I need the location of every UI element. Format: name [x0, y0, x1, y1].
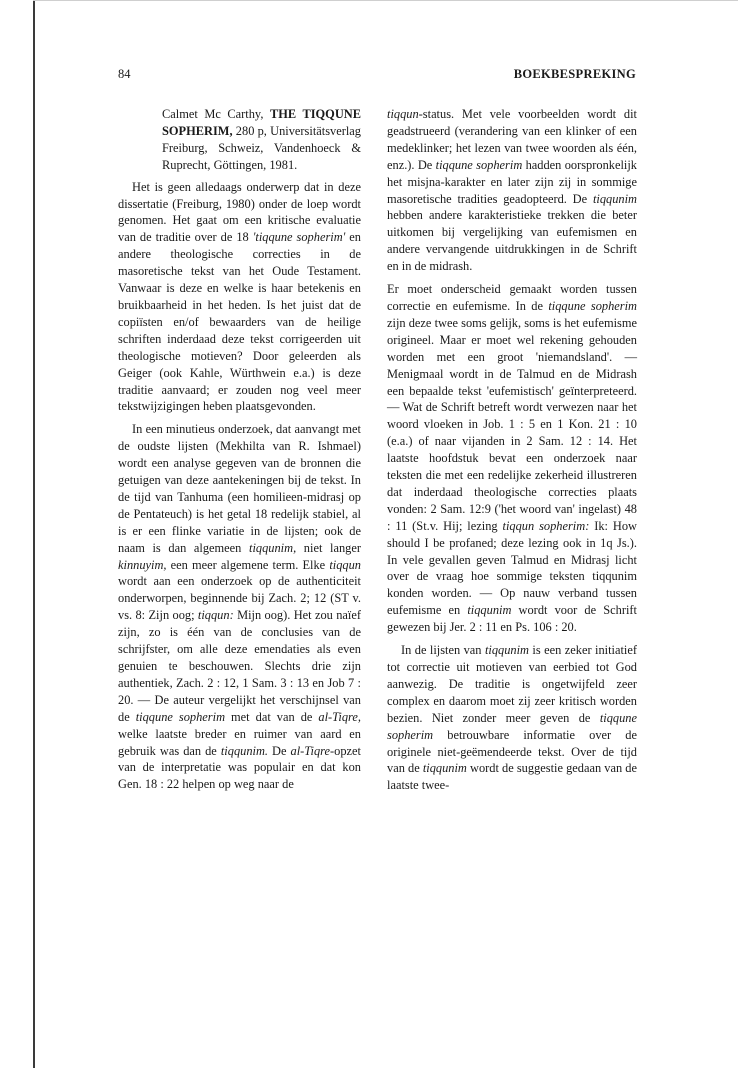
page-number: 84 [118, 67, 131, 81]
italic-run: tiqqune sopherim [548, 298, 637, 313]
text-run: -status. Met vele voorbeelden wordt dit geadstrueerd (verandering van een klinker of een medeklinker; het lezen van twee woorden als één, enz.). De [387, 107, 637, 172]
italic-run: tiqqune sopherim [387, 710, 637, 742]
paragraph-euphemism [387, 281, 637, 636]
italic-run: 'tiqqune sopherim' [252, 230, 346, 245]
text-run: Er moet onderscheid gemaakt worden tussen correctie en eufemisme. In de [387, 282, 637, 313]
italic-run: tiqqunim [422, 761, 467, 776]
paragraph-conclusion [387, 642, 637, 794]
text-run: -opzet van de interpretatie was populair en dat kon Gen. 18 : 22 helpen op weg naar de [118, 743, 361, 792]
text-run: De [268, 743, 291, 758]
page-top-edge [33, 0, 738, 1]
paragraph-tiqqun-status [387, 106, 637, 275]
page-header [118, 67, 636, 85]
page-edge [33, 0, 35, 1068]
italic-run: tiqqune sopherim [435, 157, 523, 172]
italic-run: tiqqun: [197, 608, 234, 623]
text-run: Het is geen alledaags onderwerp dat in deze dissertatie (Freiburg, 1980) onder de loep wordt genomen. Het gaat om een kritische evaluatie van de traditie over de 18 [118, 179, 361, 245]
text-run: Ik: How should I be profaned; deze lezing ook in 1q Js.). In vele gevallen geven Talmud en Midrasj licht over de vraag hoe sommige teksten tiqqunim konden worden. — Op nauw verband tussen eufemisme en [387, 518, 637, 618]
text-run: niet langer [296, 540, 361, 555]
text-run: hadden oorspronkelijk het misjna-karakter en later zijn zij in sommige masoretische tradities geadopteerd. De [387, 157, 637, 206]
right-column [387, 106, 637, 800]
text-run: wordt aan een onderzoek op de authenticiteit onderworpen, beginnende bij Zach. 2; 12 (ST v. vs. 8: Zijn oog; [118, 574, 361, 623]
text-run: een meer algemene term. Elke [166, 557, 330, 572]
citation-title: THE TIQQUNE SOPHERIM, [162, 107, 361, 138]
italic-run: tiqqun [387, 107, 419, 121]
citation-details: 280 p, Universitätsverlag Freiburg, Schweiz, Vandenhoeck & Ruprecht, Göttingen, 1981. [162, 123, 361, 172]
text-run: met dat van de [225, 709, 319, 724]
text-run: betrouwbare informatie over de originele niet-geëmendeerde tekst. Over de tijd van de [387, 727, 637, 776]
text-run: wordt de suggestie gedaan van de laatste twee- [387, 761, 637, 793]
italic-run: kinnuyim, [118, 557, 167, 572]
italic-run: al-Tiqre [290, 743, 331, 758]
paragraph-intro [118, 179, 361, 416]
book-citation [162, 106, 361, 174]
italic-run: tiqqunim. [220, 743, 269, 758]
italic-run: tiqqunim [592, 191, 637, 206]
italic-run: tiqqunim [467, 603, 512, 618]
text-run: Mijn oog). Het zou naïef zijn, zo is één van de conclusies van de schrijfster, om alle deze emendaties als even genuien te beschouwen. Slechts drie zijn authentiek, Zach. 2 : 12, 1 Sam. 3 : 13 en Job 7 : 20. — De auteur vergelijkt het verschijnsel van de [118, 608, 361, 724]
text-run: zijn deze twee soms gelijk, soms is het eufemisme origineel. Maar er moet wel rekening gehouden worden met een groot 'niemandsland'. — Menigmaal wordt in de Talmud en de Midrash een bepaalde tekst 'eufemistisch' geïnterpreteerd. — Wat de Schrift betreft wordt verwezen naar het woord vloeken in Job. 1 : 5 en 1 Kon. 21 : 10 (e.a.) of naar vijanden in 2 Sam. 12 : 14. Het laatste hoofdstuk bevat een onderzoek naar teksten die met een redelijke zekerheid illustreren dat inderdaad theologische correcties plaats vonden: 2 Sam. 12:9 ('het woord van' ingelast) 48 : 11 (St.v. Hij; lezing [387, 315, 637, 533]
text-run: wordt voor de Schrift gewezen bij Jer. 2 : 11 en Ps. 106 : 20. [387, 603, 637, 635]
text-run: is een zeker initiatief tot correctie uit motieven van eerbied tot God aanwezig. De traditie is ongetwijfeld zeer complex en daarom moet zij zeer kritisch worden bezien. Niet zonder meer geven de [387, 643, 637, 725]
left-column [118, 106, 361, 799]
italic-run: al-Tiqre, [318, 709, 361, 724]
citation-author: Calmet Mc Carthy, [162, 107, 264, 121]
text-run: en andere theologische correcties in de masoretische tekst van het Oude Testament. Vanwaar is deze en welke is haar betekenis en bruikbaarheid in het heden. Is het juist dat de copiïsten en/of bewaarders van de heilige schriften inderdaad deze tekst corrigeerden uit theologische motieven? Door geleerden als Geiger (ook Kahle, Würthwein e.a.) is deze traditie aanvaard; er zouden nog veel meer tekstwijzigingen heben plaatsgevonden. [118, 230, 361, 414]
text-run: welke laatste breder en ruimer van aard en gebruik was dan de [118, 726, 361, 758]
italic-run: tiqqun [329, 557, 361, 572]
italic-run: tiqqun sopherim: [502, 518, 590, 533]
paragraph-research [118, 421, 361, 793]
italic-run: tiqqune sopherim [135, 709, 226, 724]
text-run: In een minutieus onderzoek, dat aanvangt met de oudste lijsten (Mekhilta van R. Ishmael) wordt een analyse gegeven van de bronnen die getuigen van deze aantekeningen bij de tekst. In de tijd van Tanhuma (een homilieen-midrasj op de Pentateuch) is het getal 18 redelijk stabiel, al is er een flinke variatie in de lijsten; ook de naam is dan algemeen [118, 422, 361, 555]
text-run: In de lijsten van [401, 643, 485, 658]
italic-run: tiqqunim [484, 643, 529, 658]
italic-run: tiqqunim, [249, 540, 297, 555]
text-run: hebben andere karakteristieke trekken die beter uitkomen bij vergelijking van eufemismen en andere vervangende uitdrukkingen in de Schrift en in de midrash. [387, 208, 637, 274]
running-head: BOEKBESPREKING [513, 67, 636, 81]
